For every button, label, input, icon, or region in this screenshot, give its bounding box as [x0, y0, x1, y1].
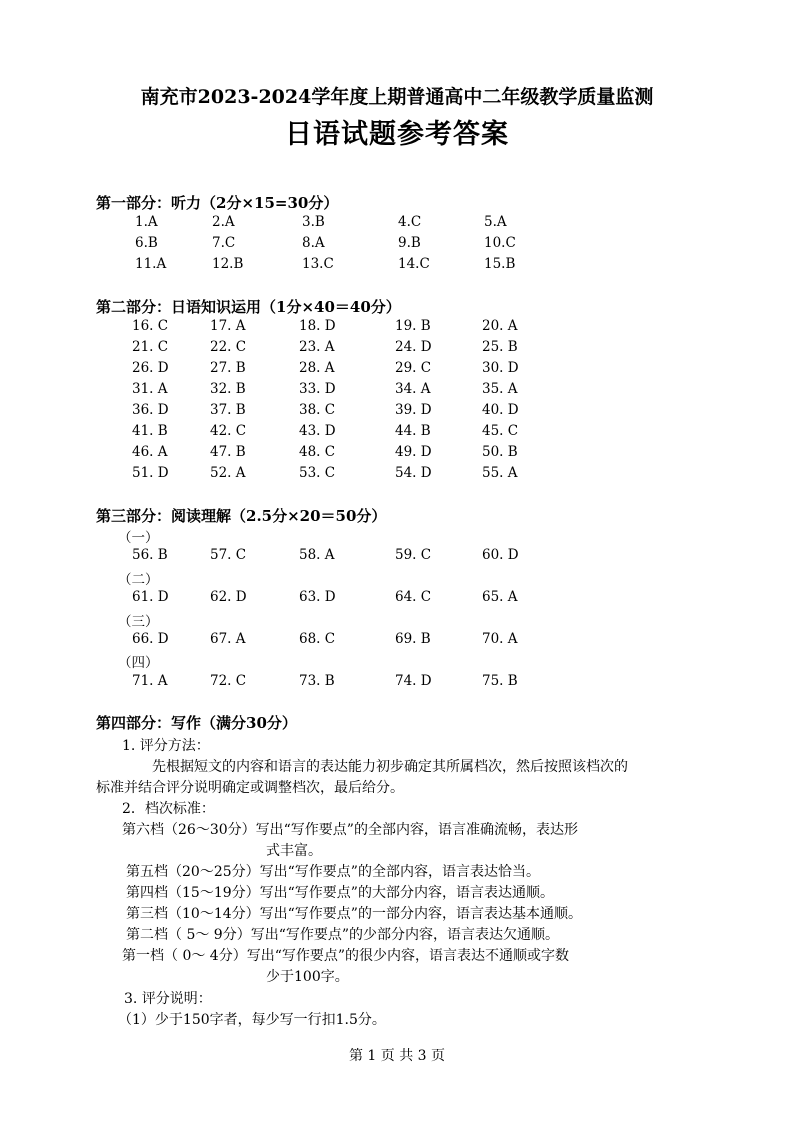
answer-item: 12.B — [212, 256, 244, 272]
answer-item: 60. D — [482, 547, 519, 563]
answer-item: 24. D — [395, 339, 432, 355]
answer-item: 16. C — [132, 318, 169, 334]
levels-title: 2．档次标准： — [122, 801, 215, 817]
answer-item: 37. B — [210, 402, 246, 418]
answer-item: 36. D — [132, 402, 169, 418]
answer-item: 7.C — [212, 235, 236, 251]
answer-item: 65. A — [482, 589, 518, 605]
answer-item: 42. C — [210, 423, 247, 439]
part1-heading: 第一部分：听力（2分×15=30分） — [96, 194, 339, 212]
notes-title: 3. 评分说明： — [124, 991, 212, 1007]
answer-item: 75. B — [482, 673, 518, 689]
answer-item: 10.C — [484, 235, 516, 251]
answer-item: 58. A — [299, 547, 335, 563]
answer-item: 4.C — [398, 214, 422, 230]
answer-item: 20. A — [482, 318, 518, 334]
level4: 第四档（15～19分）写出“写作要点”的大部分内容，语言表达通顺。 — [126, 885, 554, 901]
level3: 第三档（10～14分）写出“写作要点”的一部分内容，语言表达基本通顺。 — [126, 906, 582, 922]
answer-item: 19. B — [395, 318, 431, 334]
answer-item: 49. D — [395, 444, 432, 460]
answer-item: 63. D — [299, 589, 336, 605]
answer-item: 32. B — [210, 381, 246, 397]
group-label: （三） — [118, 614, 159, 630]
answer-item: 67. A — [210, 631, 246, 647]
answer-item: 15.B — [484, 256, 516, 272]
answer-item: 66. D — [132, 631, 169, 647]
answer-item: 51. D — [132, 465, 169, 481]
answer-item: 57. C — [210, 547, 247, 563]
answer-item: 25. B — [482, 339, 518, 355]
answer-item: 35. A — [482, 381, 518, 397]
page-number: 第 1 页 共 3 页 — [348, 1048, 446, 1064]
answer-item: 73. B — [299, 673, 335, 689]
part2-heading: 第二部分：日语知识运用（1分×40＝40分） — [96, 298, 401, 316]
part4-heading: 第四部分：写作（满分30分） — [96, 714, 297, 732]
answer-item: 55. A — [482, 465, 518, 481]
answer-item: 8.A — [302, 235, 325, 251]
answer-item: 30. D — [482, 360, 519, 376]
level1-line1: 第一档（ 0～ 4分）写出“写作要点”的很少内容，语言表达不通顺或字数 — [122, 948, 570, 964]
answer-item: 46. A — [132, 444, 168, 460]
method-text-line1: 先根据短文的内容和语言的表达能力初步确定其所属档次，然后按照该档次的 — [152, 759, 628, 775]
level5: 第五档（20～25分）写出“写作要点”的全部内容，语言表达恰当。 — [126, 864, 540, 880]
answer-item: 47. B — [210, 444, 246, 460]
answer-item: 5.A — [484, 214, 507, 230]
answer-item: 45. C — [482, 423, 519, 439]
answer-item: 26. D — [132, 360, 169, 376]
answer-item: 38. C — [299, 402, 336, 418]
answer-item: 9.B — [398, 235, 421, 251]
answer-item: 59. C — [395, 547, 432, 563]
answer-item: 22. C — [210, 339, 247, 355]
answer-item: 13.C — [302, 256, 334, 272]
answer-item: 41. B — [132, 423, 168, 439]
answer-item: 23. A — [299, 339, 335, 355]
answer-item: 74. D — [395, 673, 432, 689]
answer-item: 56. B — [132, 547, 168, 563]
answer-item: 54. D — [395, 465, 432, 481]
answer-item: 34. A — [395, 381, 431, 397]
answer-item: 31. A — [132, 381, 168, 397]
answer-item: 50. B — [482, 444, 518, 460]
group-label: （一） — [118, 530, 159, 546]
answer-item: 28. A — [299, 360, 335, 376]
answer-item: 68. C — [299, 631, 336, 647]
document-title: 南充市2023-2024学年度上期普通高中二年级教学质量监测 — [140, 86, 654, 108]
answer-item: 62. D — [210, 589, 247, 605]
answer-item: 53. C — [299, 465, 336, 481]
answer-item: 17. A — [210, 318, 246, 334]
answer-item: 61. D — [132, 589, 169, 605]
answer-item: 39. D — [395, 402, 432, 418]
answer-item: 29. C — [395, 360, 432, 376]
note-1: （1）少于150字者，每少写一行扣1.5分。 — [118, 1012, 386, 1028]
group-label: （四） — [118, 655, 159, 671]
level2: 第二档（ 5～ 9分）写出“写作要点”的少部分内容，语言表达欠通顺。 — [126, 927, 560, 943]
answer-item: 44. B — [395, 423, 431, 439]
answer-item: 64. C — [395, 589, 432, 605]
answer-item: 33. D — [299, 381, 336, 397]
answer-item: 2.A — [212, 214, 235, 230]
level6-line2: 式丰富。 — [266, 843, 322, 859]
answer-item: 3.B — [302, 214, 325, 230]
answer-item: 6.B — [135, 235, 158, 251]
answer-item: 48. C — [299, 444, 336, 460]
answer-item: 43. D — [299, 423, 336, 439]
method-title: 1. 评分方法： — [122, 738, 210, 754]
level1-line2: 少于100字。 — [266, 969, 349, 985]
level6-line1: 第六档（26～30分）写出“写作要点”的全部内容，语言准确流畅，表达形 — [122, 822, 578, 838]
answer-item: 40. D — [482, 402, 519, 418]
answer-item: 70. A — [482, 631, 518, 647]
answer-item: 14.C — [398, 256, 430, 272]
answer-item: 18. D — [299, 318, 336, 334]
answer-item: 52. A — [210, 465, 246, 481]
answer-item: 27. B — [210, 360, 246, 376]
answer-item: 21. C — [132, 339, 169, 355]
answer-item: 72. C — [210, 673, 247, 689]
part3-heading: 第三部分：阅读理解（2.5分×20＝50分） — [96, 507, 387, 525]
document-subtitle: 日语试题参考答案 — [285, 119, 509, 150]
answer-item: 11.A — [135, 256, 167, 272]
answer-item: 1.A — [135, 214, 158, 230]
group-label: （二） — [118, 572, 159, 588]
method-text-line2: 标准并结合评分说明确定或调整档次，最后给分。 — [96, 780, 404, 796]
answer-item: 71. A — [132, 673, 168, 689]
answer-item: 69. B — [395, 631, 431, 647]
